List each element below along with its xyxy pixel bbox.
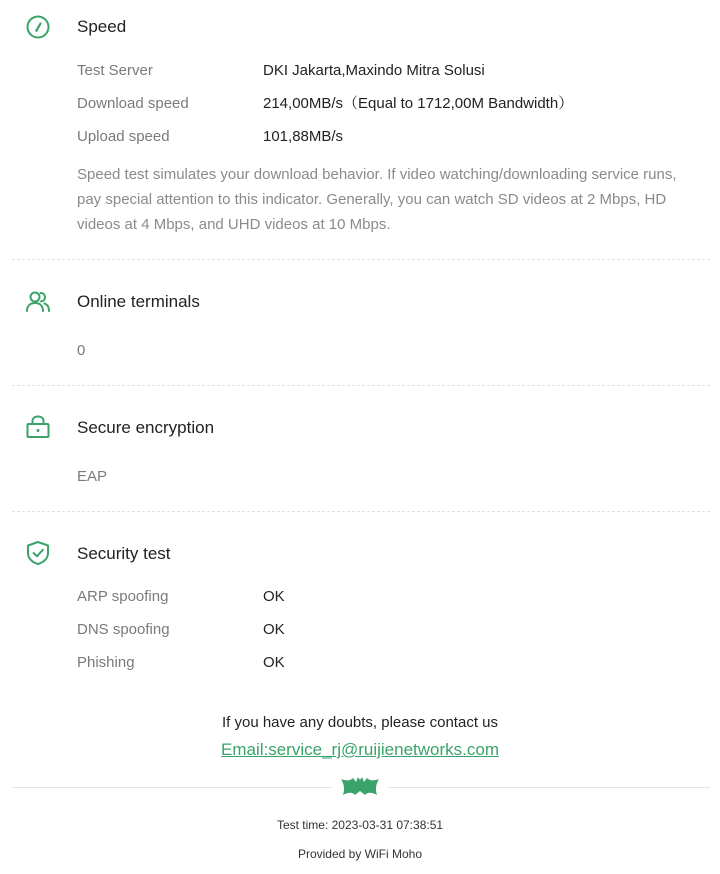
- contact-email-container: [0, 738, 720, 762]
- speed-title: Speed: [77, 17, 127, 36]
- arp-spoofing-value: OK: [263, 588, 285, 605]
- footer-divider-right: [388, 787, 710, 788]
- download-speed-label: Download speed: [77, 95, 189, 112]
- speed-description: Speed test simulates your download behavior. If video watching/downloading service runs, pay special attention to this indicator. Generally, you can watch SD videos at 2 Mbps, HD videos at 4 Mbps, and UHD videos at 10 Mbps.: [77, 166, 677, 233]
- test-server-row: [77, 60, 697, 82]
- download-speed-row: [77, 93, 697, 115]
- secure-encryption-section: [0, 386, 720, 511]
- upload-speed-row: [77, 126, 697, 148]
- security-test-title: Security test: [77, 544, 171, 563]
- secure-encryption-value: EAP: [77, 468, 108, 485]
- upload-speed-value: 101,88MB/s: [263, 128, 344, 145]
- provided-by: Provided by WiFi Moho: [297, 847, 423, 861]
- phishing-value: OK: [263, 654, 285, 671]
- download-speed-value: 214,00MB/s（Equal to 1712,00M Bandwidth）: [263, 95, 574, 112]
- test-server-value: DKI Jakarta,Maxindo Mitra Solusi: [263, 62, 485, 79]
- contact-email-link[interactable]: Email:service_rj@ruijienetworks.com: [221, 740, 499, 759]
- phishing-label: Phishing: [77, 654, 135, 671]
- dns-spoofing-row: [77, 619, 697, 641]
- upload-speed-label: Upload speed: [77, 128, 170, 145]
- online-terminals-section: [0, 260, 720, 385]
- speedometer-icon: [24, 13, 52, 41]
- speed-section: [0, 0, 720, 260]
- dns-spoofing-value: OK: [263, 621, 285, 638]
- secure-encryption-title: Secure encryption: [77, 418, 215, 437]
- contact-text: If you have any doubts, please contact us: [221, 714, 498, 731]
- security-test-section: [0, 512, 720, 682]
- online-terminals-title: Online terminals: [77, 292, 200, 311]
- test-time: Test time: 2023-03-31 07:38:51: [276, 818, 444, 832]
- arp-spoofing-row: [77, 586, 697, 608]
- arp-spoofing-label: ARP spoofing: [77, 588, 169, 605]
- footer-divider-left: [12, 787, 332, 788]
- online-terminals-value: 0: [77, 342, 86, 359]
- dns-spoofing-label: DNS spoofing: [77, 621, 170, 638]
- shield-check-icon: [24, 539, 52, 567]
- bat-logo-icon: [340, 773, 380, 799]
- users-icon: [24, 288, 52, 316]
- phishing-row: [77, 652, 697, 674]
- test-server-label: Test Server: [77, 62, 153, 79]
- lock-icon: [24, 413, 52, 441]
